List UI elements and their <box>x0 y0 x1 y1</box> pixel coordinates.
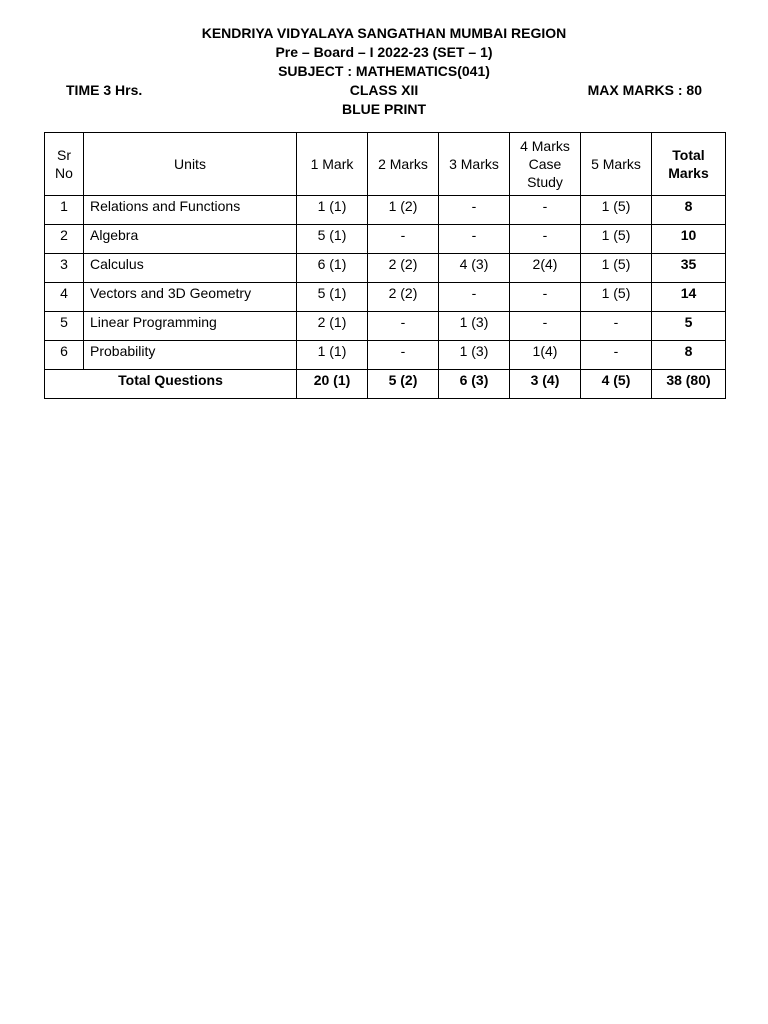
cell-sr: 1 <box>45 196 84 225</box>
grand-total: 38 (80) <box>652 370 726 399</box>
cell-1-mark: 2 (1) <box>297 312 368 341</box>
cell-5-marks: - <box>581 341 652 370</box>
table-row <box>45 341 726 370</box>
table-head <box>45 133 726 196</box>
cell-3-marks: - <box>439 196 510 225</box>
cell-2-marks: - <box>368 225 439 254</box>
subject-line: SUBJECT : MATHEMATICS(041) <box>278 63 490 79</box>
table-row <box>45 312 726 341</box>
cell-2-marks: 2 (2) <box>368 283 439 312</box>
cell-total: 10 <box>652 225 726 254</box>
cell-2-marks: 1 (2) <box>368 196 439 225</box>
document-header <box>0 24 768 119</box>
col-header-total: Total Marks <box>652 133 726 196</box>
col-header-4-marks: 4 Marks Case Study <box>510 133 581 196</box>
total-5-marks: 4 (5) <box>581 370 652 399</box>
total-2-marks: 5 (2) <box>368 370 439 399</box>
total-1-mark: 20 (1) <box>297 370 368 399</box>
max-marks-label: MAX MARKS : 80 <box>587 82 702 98</box>
time-label: TIME 3 Hrs. <box>66 82 143 98</box>
cell-total: 8 <box>652 196 726 225</box>
cell-3-marks: 1 (3) <box>439 341 510 370</box>
cell-1-mark: 5 (1) <box>297 225 368 254</box>
cell-5-marks: 1 (5) <box>581 283 652 312</box>
cell-4-marks: - <box>510 196 581 225</box>
cell-5-marks: 1 (5) <box>581 254 652 283</box>
table-row <box>45 254 726 283</box>
cell-1-mark: 1 (1) <box>297 196 368 225</box>
cell-unit: Algebra <box>84 225 297 254</box>
col-header-3-marks: 3 Marks <box>439 133 510 196</box>
cell-5-marks: - <box>581 312 652 341</box>
cell-1-mark: 1 (1) <box>297 341 368 370</box>
cell-5-marks: 1 (5) <box>581 225 652 254</box>
cell-unit: Relations and Functions <box>84 196 297 225</box>
cell-2-marks: - <box>368 341 439 370</box>
table-row <box>45 283 726 312</box>
cell-sr: 6 <box>45 341 84 370</box>
cell-unit: Linear Programming <box>84 312 297 341</box>
col-header-1-mark: 1 Mark <box>297 133 368 196</box>
cell-total: 35 <box>652 254 726 283</box>
header-row <box>45 133 726 196</box>
cell-3-marks: 4 (3) <box>439 254 510 283</box>
table-footer <box>45 370 726 399</box>
total-3-marks: 6 (3) <box>439 370 510 399</box>
table-body <box>45 196 726 370</box>
total-4-marks: 3 (4) <box>510 370 581 399</box>
cell-unit: Probability <box>84 341 297 370</box>
cell-sr: 5 <box>45 312 84 341</box>
cell-5-marks: 1 (5) <box>581 196 652 225</box>
document-title: BLUE PRINT <box>342 101 426 117</box>
cell-4-marks: 2(4) <box>510 254 581 283</box>
cell-sr: 3 <box>45 254 84 283</box>
cell-2-marks: 2 (2) <box>368 254 439 283</box>
cell-4-marks: - <box>510 225 581 254</box>
total-questions-label: Total Questions <box>45 370 297 399</box>
cell-1-mark: 5 (1) <box>297 283 368 312</box>
cell-total: 8 <box>652 341 726 370</box>
cell-total: 5 <box>652 312 726 341</box>
cell-total: 14 <box>652 283 726 312</box>
cell-sr: 4 <box>45 283 84 312</box>
cell-unit: Calculus <box>84 254 297 283</box>
meta-line <box>0 81 768 100</box>
table-row <box>45 225 726 254</box>
cell-4-marks: 1(4) <box>510 341 581 370</box>
cell-3-marks: 1 (3) <box>439 312 510 341</box>
cell-4-marks: - <box>510 283 581 312</box>
col-header-2-marks: 2 Marks <box>368 133 439 196</box>
table-row <box>45 196 726 225</box>
blueprint-table <box>44 132 726 399</box>
total-questions-row <box>45 370 726 399</box>
col-header-sr: Sr No <box>45 133 84 196</box>
col-header-5-marks: 5 Marks <box>581 133 652 196</box>
cell-3-marks: - <box>439 283 510 312</box>
class-label: CLASS XII <box>349 82 419 98</box>
cell-sr: 2 <box>45 225 84 254</box>
cell-2-marks: - <box>368 312 439 341</box>
cell-3-marks: - <box>439 225 510 254</box>
cell-unit: Vectors and 3D Geometry <box>84 283 297 312</box>
cell-4-marks: - <box>510 312 581 341</box>
cell-1-mark: 6 (1) <box>297 254 368 283</box>
organization-title: KENDRIYA VIDYALAYA SANGATHAN MUMBAI REGION <box>201 25 567 41</box>
exam-title: Pre – Board – I 2022-23 (SET – 1) <box>275 44 493 60</box>
col-header-units: Units <box>84 133 297 196</box>
